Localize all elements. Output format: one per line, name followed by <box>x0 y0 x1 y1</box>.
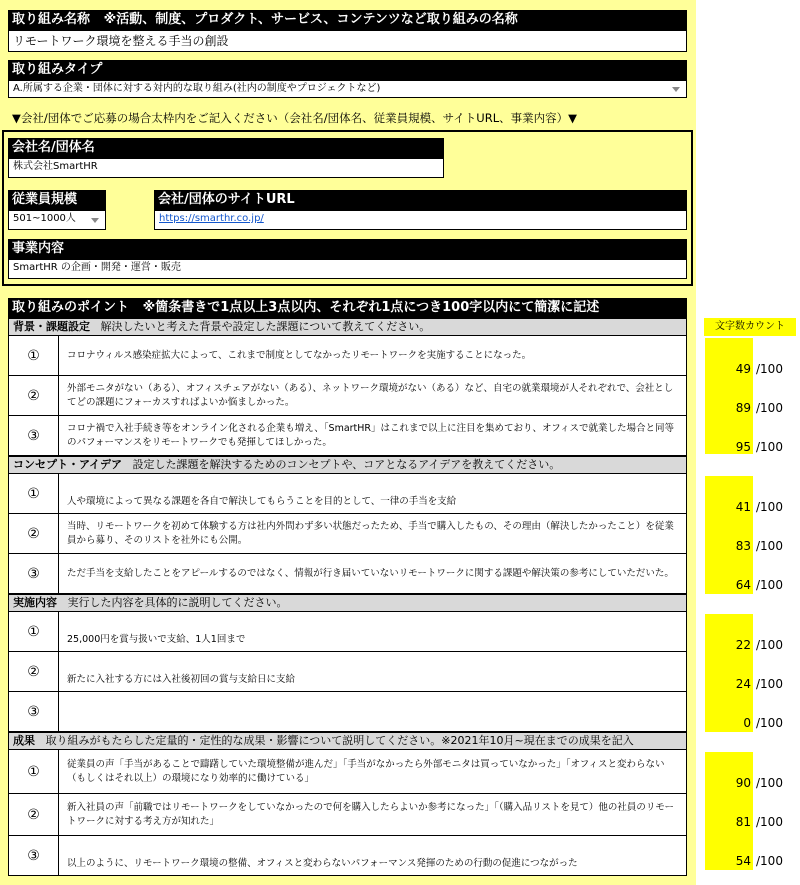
char-count-header: 文字数カウント <box>704 318 796 336</box>
char-count: 83 <box>735 539 751 553</box>
site-url-field[interactable] <box>154 210 687 230</box>
point-number: ② <box>9 652 59 691</box>
point-text[interactable] <box>67 692 680 731</box>
employee-size-select[interactable] <box>8 210 106 230</box>
points-header <box>8 298 687 318</box>
point-number: ③ <box>9 836 59 875</box>
char-max: /100 <box>756 578 783 592</box>
point-number: ③ <box>9 692 59 731</box>
point-text[interactable]: 新たに入社する方には入社後初回の賞与支給日に支給 <box>67 674 296 685</box>
char-count: 64 <box>735 578 751 592</box>
point-text[interactable]: 当時、リモートワークを初めて体験する方は社内外問わず多い状態だったため、手当で購入したもの、その理由（解決したかったこと）を従業員から募り、そのリストを社外にも公開。 <box>67 520 674 546</box>
point-number: ② <box>9 376 59 415</box>
company-name-header: 会社名/団体名 <box>8 138 444 158</box>
type-header: 取り組みタイプ <box>8 60 687 80</box>
point-text[interactable]: 外部モニタがない（ある）、オフィスチェアがない（ある）、ネットワーク環境がない（ある）など、自宅の就業環境が人それぞれで、会社としてどの課題にフォーカスすればよいか悩ましかった。 <box>67 382 674 408</box>
point-text[interactable]: ただ手当を支給したことをアピールするのではなく、情報が行き届いていないリモートワークに関する課題や解決策の参考にしていただいた。 <box>67 567 674 579</box>
section-concept <box>8 456 687 474</box>
dropdown-arrow-icon[interactable] <box>672 87 680 92</box>
business-header: 事業内容 <box>8 239 687 259</box>
section-desc: 設定した課題を解決するためのコンセプトや、コアとなるアイデアを教えてください。 <box>132 458 561 471</box>
char-max: /100 <box>756 854 783 868</box>
char-max: /100 <box>756 500 783 514</box>
char-max: /100 <box>756 539 783 553</box>
point-row[interactable] <box>8 376 687 416</box>
employee-size-value: 501~1000人 <box>13 213 76 224</box>
char-count: 22 <box>735 638 751 652</box>
title-label: 取り組み名称 <box>12 12 91 27</box>
char-max: /100 <box>756 776 783 790</box>
dropdown-arrow-icon[interactable] <box>91 218 99 223</box>
point-row[interactable] <box>8 514 687 554</box>
point-text[interactable]: 以上のように、リモートワーク環境の整備、オフィスと変わらないパフォーマンス発揮のための行動の促進につながった <box>67 858 578 869</box>
char-count: 95 <box>735 440 751 454</box>
point-text[interactable]: 人や環境によって異なる課題を各自で解決してもらうことを目的として、一律の手当を支給 <box>67 496 457 507</box>
point-number: ③ <box>9 416 59 455</box>
char-max: /100 <box>756 716 783 730</box>
type-select-value: A.所属する企業・団体に対する対内的な取り組み(社内の制度やプロジェクトなど) <box>13 83 381 94</box>
char-count: 24 <box>735 677 751 691</box>
section-title: コンセプト・アイデア <box>13 458 123 471</box>
point-text[interactable]: 25,000円を賞与扱いで支給、1人1回まで <box>67 634 246 645</box>
point-row[interactable] <box>8 416 687 456</box>
title-field[interactable]: リモートワーク環境を整える手当の創設 <box>8 30 687 52</box>
char-count: 89 <box>735 401 751 415</box>
char-max: /100 <box>756 815 783 829</box>
company-name-field[interactable]: 株式会社SmartHR <box>8 158 444 178</box>
section-implementation <box>8 594 687 612</box>
title-note: ※活動、制度、プロダクト、サービス、コンテンツなど取り組みの名称 <box>103 12 518 27</box>
char-count: 49 <box>735 362 751 376</box>
char-max: /100 <box>756 401 783 415</box>
point-row[interactable] <box>8 612 687 652</box>
point-text[interactable]: コロナウィルス感染症拡大によって、これまで制度としてなかったリモートワークを実施することになった。 <box>67 349 532 361</box>
point-row[interactable] <box>8 750 687 794</box>
point-number: ① <box>9 474 59 513</box>
point-number: ① <box>9 750 59 793</box>
point-text[interactable]: 新入社員の声「前職ではリモートワークをしていなかったので何を購入したらよいか参考になった」「（購入品リストを見て）他の社員のリモートワークに対する考え方が知れた」 <box>67 801 675 827</box>
section-desc: 実行した内容を具体的に説明してください。 <box>67 596 288 609</box>
point-row[interactable] <box>8 692 687 732</box>
char-count: 41 <box>735 500 751 514</box>
employee-size-header: 従業員規模 <box>8 190 106 210</box>
point-row[interactable] <box>8 474 687 514</box>
point-text[interactable]: コロナ禍で入社手続き等をオンライン化される企業も増え、「SmartHR」はこれまで以上に注目を集めており、オフィスで就業した場合と同等のパフォーマンスをリモートワークでも発揮してほしかった。 <box>67 422 674 448</box>
count-box <box>705 338 753 454</box>
points-label: 取り組みのポイント <box>12 300 130 315</box>
point-text[interactable]: 従業員の声「手当があることで躊躇していた環境整備が進んだ」「手当がなかったら外部モニタは買っていなかった」「オフィスと変わらない（もしくはそれ以上）の環境になり効率的に働けている」 <box>67 758 665 784</box>
char-max: /100 <box>756 440 783 454</box>
section-desc: 取り組みがもたらした定量的・定性的な成果・影響について説明してください。※2021年10月~現在までの成果を記入 <box>45 734 634 747</box>
section-title: 実施内容 <box>13 596 57 609</box>
site-url-link[interactable]: https://smarthr.co.jp/ <box>159 213 264 224</box>
business-field[interactable]: SmartHR の企画・開発・運営・販売 <box>8 259 687 279</box>
char-count: 54 <box>735 854 751 868</box>
char-max: /100 <box>756 638 783 652</box>
point-number: ① <box>9 336 59 375</box>
point-number: ③ <box>9 554 59 593</box>
title-header <box>8 10 687 30</box>
points-note: ※箇条書きで1点以上3点以内、それぞれ1点につき100字以内にて簡潔に記述 <box>142 300 600 315</box>
section-results <box>8 732 687 750</box>
point-row[interactable] <box>8 554 687 594</box>
section-desc: 解決したいと考えた背景や設定した課題について教えてください。 <box>100 320 431 333</box>
point-number: ① <box>9 612 59 651</box>
company-note: ▼会社/団体でご応募の場合太枠内をご記入ください（会社名/団体名、従業員規模、サイトURL、事業内容）▼ <box>12 111 577 125</box>
char-count: 90 <box>735 776 751 790</box>
point-row[interactable] <box>8 652 687 692</box>
point-row[interactable] <box>8 836 687 876</box>
section-background <box>8 318 687 336</box>
site-url-header: 会社/団体のサイトURL <box>154 190 687 210</box>
char-max: /100 <box>756 677 783 691</box>
char-count: 81 <box>735 815 751 829</box>
point-number: ② <box>9 794 59 835</box>
point-number: ② <box>9 514 59 553</box>
section-title: 成果 <box>13 734 35 747</box>
section-title: 背景・課題設定 <box>13 320 90 333</box>
point-row[interactable] <box>8 794 687 836</box>
point-row[interactable] <box>8 336 687 376</box>
char-max: /100 <box>756 362 783 376</box>
type-select[interactable] <box>8 80 687 98</box>
char-count: 0 <box>743 716 751 730</box>
